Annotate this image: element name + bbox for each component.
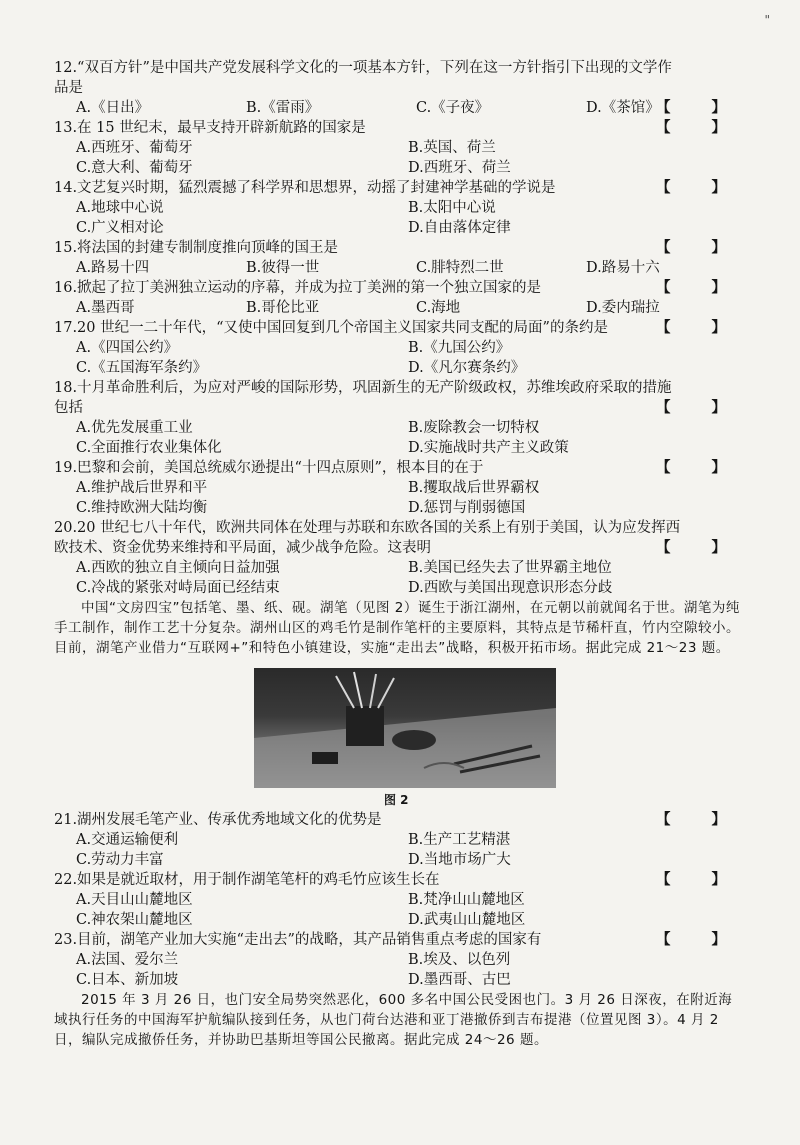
option-d: D.当地市场广大 (408, 852, 511, 868)
option-b: B.埃及、以色列 (408, 952, 511, 968)
option-d: D.委内瑞拉 (586, 300, 660, 316)
figure-2-huzhou-brush-photo (254, 668, 556, 788)
option-d: D.墨西哥、古巴 (408, 972, 511, 988)
option-d: D.自由落体定律 (408, 220, 511, 236)
option-b: B.美国已经失去了世界霸主地位 (408, 560, 612, 576)
options (54, 198, 744, 238)
option-b: B.《雷雨》 (246, 100, 320, 116)
option-c: C.《子夜》 (416, 100, 490, 116)
option-c: C.全面推行农业集体化 (76, 440, 222, 456)
options (54, 418, 744, 458)
option-c: C.日本、新加坡 (76, 972, 179, 988)
question-stem: 17.20 世纪一二十年代，“又使中国回复到几个帝国主义国家共同支配的局面”的条约是 (54, 320, 608, 336)
options (54, 890, 744, 930)
corner-mark: " (764, 13, 770, 27)
question-stem: 16.掀起了拉丁美洲独立运动的序幕，并成为拉丁美洲的第一个独立国家的是 (54, 280, 542, 296)
option-b: B.哥伦比亚 (246, 300, 320, 316)
question-23 (54, 930, 744, 990)
options (54, 950, 744, 990)
option-c: C.冷战的紧张对峙局面已经结束 (76, 580, 280, 596)
question-14 (54, 178, 744, 238)
question-22 (54, 870, 744, 930)
option-b: B.生产工艺精湛 (408, 832, 511, 848)
option-b: B.太阳中心说 (408, 200, 496, 216)
question-20 (54, 518, 744, 598)
answer-bracket: 【 】 (655, 119, 744, 136)
answer-bracket: 【 】 (655, 99, 744, 116)
option-a: A.交通运输便利 (76, 832, 179, 848)
options (54, 478, 744, 518)
answer-bracket: 【 】 (655, 399, 744, 416)
option-b: B.《九国公约》 (408, 340, 511, 356)
option-a: A.天目山山麓地区 (76, 892, 193, 908)
option-a: A.地球中心说 (76, 200, 164, 216)
option-a: A.维护战后世界和平 (76, 480, 208, 496)
options (54, 138, 744, 178)
question-stem: 14.文艺复兴时期，猛烈震撼了科学界和思想界，动摇了封建神学基础的学说是 (54, 180, 556, 196)
option-d: D.武夷山山麓地区 (408, 912, 526, 928)
options (54, 338, 744, 378)
question-stem: 13.在 15 世纪末，最早支持开辟新航路的国家是 (54, 120, 366, 136)
question-12 (54, 58, 744, 118)
question-stem: 20.20 世纪七八十年代，欧洲共同体在处理与苏联和东欧各国的关系上有别于美国，认为应发挥西欧技术、资金优势来维持和平局面，减少战争危险。这表明 (54, 520, 681, 556)
options (54, 830, 744, 870)
question-18 (54, 378, 744, 458)
option-b: B.英国、荷兰 (408, 140, 496, 156)
option-c: C.腓特烈二世 (416, 260, 504, 276)
question-17 (54, 318, 744, 378)
answer-bracket: 【 】 (655, 811, 744, 828)
option-c: C.劳动力丰富 (76, 852, 164, 868)
exam-page (54, 58, 744, 1050)
option-d: D.西欧与美国出现意识形态分歧 (408, 580, 613, 596)
question-stem: 23.目前，湖笔产业加大实施“走出去”的战略，其产品销售重点考虑的国家有 (54, 932, 542, 948)
options (54, 298, 744, 318)
option-c: C.海地 (416, 300, 461, 316)
option-a: A.西班牙、葡萄牙 (76, 140, 193, 156)
options (54, 558, 744, 598)
option-d: D.路易十六 (586, 260, 660, 276)
option-a: A.《四国公约》 (76, 340, 179, 356)
option-d: D.惩罚与削弱德国 (408, 500, 526, 516)
question-15 (54, 238, 744, 278)
question-13 (54, 118, 744, 178)
answer-bracket: 【 】 (655, 239, 744, 256)
question-21 (54, 810, 744, 870)
answer-bracket: 【 】 (655, 871, 744, 888)
answer-bracket: 【 】 (655, 179, 744, 196)
option-d: D.《凡尔赛条约》 (408, 360, 526, 376)
question-stem: 21.湖州发展毛笔产业、传承优秀地域文化的优势是 (54, 812, 382, 828)
option-b: B.攫取战后世界霸权 (408, 480, 540, 496)
option-b: B.梵净山山麓地区 (408, 892, 525, 908)
question-stem: 22.如果是就近取材，用于制作湖笔笔杆的鸡毛竹应该生长在 (54, 872, 440, 888)
question-stem: 18.十月革命胜利后，为应对严峻的国际形势，巩固新生的无产阶级政权，苏维埃政府采取的措施包括 (54, 380, 672, 416)
question-stem: 19.巴黎和会前，美国总统威尔逊提出“十四点原则”，根本目的在于 (54, 460, 484, 476)
option-a: A.优先发展重工业 (76, 420, 193, 436)
option-a: A.墨西哥 (76, 300, 135, 316)
option-b: B.彼得一世 (246, 260, 320, 276)
question-19 (54, 458, 744, 518)
option-c: C.《五国海军条约》 (76, 360, 208, 376)
option-c: C.意大利、葡萄牙 (76, 160, 193, 176)
option-b: B.废除教会一切特权 (408, 420, 540, 436)
answer-bracket: 【 】 (655, 459, 744, 476)
answer-bracket: 【 】 (655, 931, 744, 948)
brush-photo-illustration (254, 668, 556, 788)
question-stem: 15.将法国的封建专制制度推向顶峰的国王是 (54, 240, 339, 256)
answer-bracket: 【 】 (655, 279, 744, 296)
option-d: D.西班牙、荷兰 (408, 160, 511, 176)
option-a: A.西欧的独立自主倾向日益加强 (76, 560, 280, 576)
question-stem: 12.“双百方针”是中国共产党发展科学文化的一项基本方针，下列在这一方针指引下出现的文学作品是 (54, 60, 672, 96)
figure-caption: 图 2 (384, 793, 409, 807)
reading-passage-huzhou-brush: 中国“文房四宝”包括笔、墨、纸、砚。湖笔（见图 2）诞生于浙江湖州，在元朝以前就闻名于世。湖笔为纯手工制作，制作工艺十分复杂。湖州山区的鸡毛竹是制作笔杆的主要原料，其特点是节稀杆直，竹内空隙较小。目前，湖笔产业借力“互联网+”和特色小镇建设，实施“走出去”战略，积极开拓市场。据此完成 21～23 题。 (54, 600, 740, 656)
answer-bracket: 【 】 (655, 539, 744, 556)
option-c: C.神农架山麓地区 (76, 912, 193, 928)
option-c: C.广义相对论 (76, 220, 164, 236)
option-a: A.《日出》 (76, 100, 150, 116)
answer-bracket: 【 】 (655, 319, 744, 336)
reading-passage-yemen-evacuation: 2015 年 3 月 26 日，也门安全局势突然恶化，600 多名中国公民受困也门。3 月 26 日深夜，在附近海域执行任务的中国海军护航编队接到任务，从也门荷台达港和亚丁港撤侨到吉布提港（位置见图 3）。4 月 2 日，编队完成撤侨任务，并协助巴基斯坦等国公民撤离。据此完成 24～26 题。 (54, 992, 733, 1048)
options (54, 98, 744, 118)
option-d: D.《茶馆》 (586, 100, 660, 116)
option-c: C.维持欧洲大陆均衡 (76, 500, 208, 516)
option-a: A.路易十四 (76, 260, 150, 276)
option-d: D.实施战时共产主义政策 (408, 440, 569, 456)
option-a: A.法国、爱尔兰 (76, 952, 179, 968)
options (54, 258, 744, 278)
question-16 (54, 278, 744, 318)
